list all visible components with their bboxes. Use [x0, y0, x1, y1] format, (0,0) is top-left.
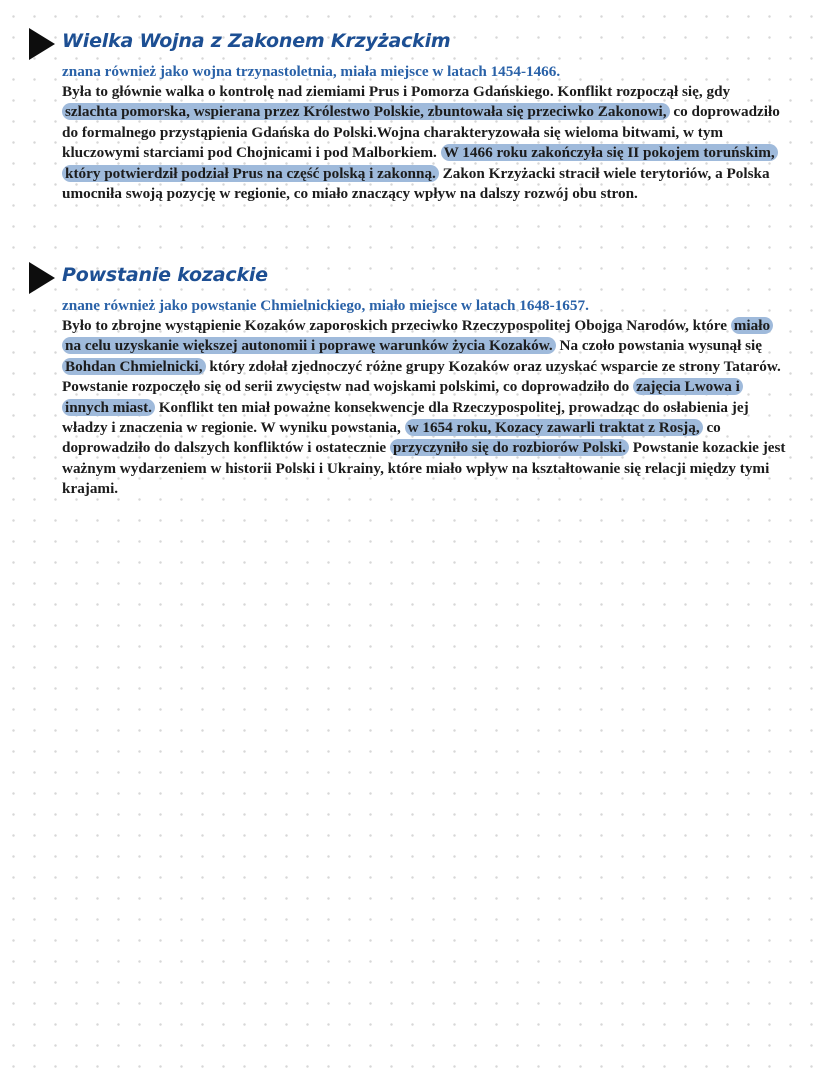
- section-heading-row: [0, 262, 828, 294]
- section-teutonic-war: [0, 28, 828, 204]
- text-run: Na czoło powstania wysunął się: [555, 337, 763, 355]
- section-body: [62, 316, 787, 500]
- play-arrow-icon: [29, 28, 55, 60]
- text-run: Była to głównie walka o kontrolę nad ziemiami Prus i Pomorza Gdańskiego. Konflikt rozpoczął się, gdy: [62, 83, 731, 100]
- section-title: Powstanie kozackie: [62, 264, 268, 286]
- highlighted-text: w 1654 roku, Kozacy zawarli traktat z Rosją,: [405, 419, 703, 436]
- text-run: co doprowadziło do dalszych konfliktów i ostatecznie: [62, 419, 721, 457]
- section-cossack-uprising: [0, 262, 828, 500]
- section-title: Wielka Wojna z Zakonem Krzyżackim: [62, 30, 451, 52]
- section-heading-row: [0, 28, 828, 60]
- section-subtitle: znane również jako powstanie Chmielnickiego, miało miejsce w latach 1648-1657.: [62, 297, 589, 314]
- highlighted-text: miało na celu uzyskanie większej autonomii i poprawę warunków życia Kozaków.: [62, 317, 773, 354]
- highlighted-text: szlachta pomorska, wspierana przez Królestwo Polskie, zbuntowała się przeciwko Zakonowi,: [62, 103, 670, 120]
- text-run: Było to zbrojne wystąpienie Kozaków zaporoskich przeciwko Rzeczypospolitej Obojga Narodów, które: [62, 317, 731, 334]
- text-run: Powstanie kozackie jest ważnym wydarzeniem w historii Polski i Ukrainy, które miało wpływ na kształtowanie się relacji między tymi krajami.: [62, 439, 786, 498]
- text-run: co doprowadziło do formalnego przystąpienia Gdańska do Polski.Wojna charakteryzowała się wieloma bitwami, w tym kluczowymi starciami pod Chojnicami i pod Malborkiem.: [62, 103, 780, 162]
- text-run: Zakon Krzyżacki stracił wiele terytoriów, a Polska umocniła swoją pozycję w regionie, co miało znaczący wpływ na dalszy rozwój obu stron.: [62, 164, 770, 203]
- text-run: który zdołał zjednoczyć różne grupy Kozaków oraz uzyskać wsparcie ze strony Tatarów. Powstanie rozpoczęło się od serii zwycięstw nad wojskami polskimi, co doprowadziło do: [62, 357, 781, 396]
- highlighted-text: Bohdan Chmielnicki,: [62, 358, 206, 375]
- play-arrow-icon: [29, 262, 55, 294]
- highlighted-text: przyczyniło się do rozbiorów Polski.: [390, 439, 629, 456]
- highlighted-text: W 1466 roku zakończyła się II pokojem toruńskim, który potwierdził podział Prus na część polską i zakonną.: [62, 144, 778, 181]
- section-body: [62, 82, 787, 204]
- highlighted-text: zajęcia Lwowa i innych miast.: [62, 378, 743, 415]
- text-run: Konflikt ten miał poważne konsekwencje dla Rzeczypospolitej, prowadząc do osłabienia jej władzy i znaczenia w regionie. W wyniku powstania,: [62, 398, 749, 437]
- section-subtitle: znana również jako wojna trzynastoletnia, miała miejsce w latach 1454-1466.: [62, 63, 561, 80]
